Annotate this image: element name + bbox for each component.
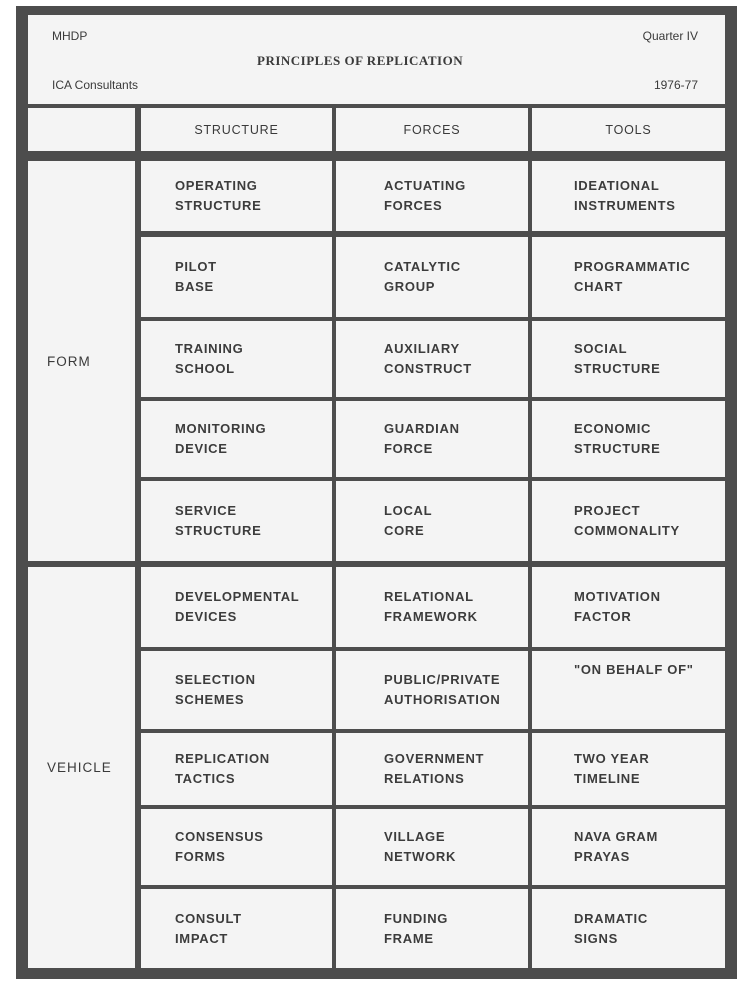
cell-text: REPLICATION TACTICS (175, 751, 270, 786)
cell-text: TRAINING SCHOOL (175, 341, 244, 376)
cell-text: MONITORING DEVICE (175, 421, 267, 456)
cell-text: SERVICE STRUCTURE (175, 503, 262, 538)
cell-text: FUNDING FRAME (384, 910, 449, 946)
table-cell (336, 733, 528, 805)
row-label-vehicle: VEHICLE (28, 567, 135, 968)
cell-text: "ON BEHALF OF" (574, 662, 694, 677)
table-cell (141, 401, 332, 477)
consultants-label: ICA Consultants (52, 78, 139, 92)
cell-text: PROJECT COMMONALITY (574, 503, 680, 538)
cell-text: OPERATING STRUCTURE (175, 178, 262, 213)
cell-text: GUARDIAN FORCE (384, 421, 460, 456)
cell-text: ECONOMIC STRUCTURE (574, 421, 661, 456)
table-cell (141, 651, 332, 729)
row-label-form: FORM (28, 161, 135, 561)
cell-text: RELATIONAL FRAMEWORK (384, 589, 478, 624)
cell-text: IDEATIONAL INSTRUMENTS (574, 178, 676, 213)
cell-text: SELECTION SCHEMES (175, 672, 256, 707)
table-cell (141, 237, 332, 317)
table-cell (141, 481, 332, 561)
cell-text: ACTUATING FORCES (384, 178, 466, 213)
org-label: MHDP (52, 29, 88, 43)
table-cell (336, 651, 528, 729)
table-cell (141, 567, 332, 647)
header-box (28, 15, 725, 104)
cell-text: LOCAL CORE (384, 503, 433, 538)
cell-text: SOCIAL STRUCTURE (574, 341, 661, 376)
cell-text: DRAMATIC SIGNS (574, 910, 648, 946)
table-cell (336, 237, 528, 317)
cell-text: AUXILIARY CONSTRUCT (384, 341, 472, 376)
cell-text: NAVA GRAM PRAYAS (574, 829, 659, 864)
table-cell (141, 889, 332, 968)
corner-cell (28, 108, 135, 151)
cell-text: PILOT BASE (175, 259, 217, 294)
cell-text: CATALYTIC GROUP (384, 259, 461, 294)
quarter-label: Quarter IV (642, 29, 698, 43)
column-header-tools: TOOLS (532, 108, 725, 151)
table-cell (336, 481, 528, 561)
cell-text: CONSENSUS FORMS (175, 829, 264, 864)
table-cell (532, 237, 725, 317)
cell-text: VILLAGE NETWORK (384, 829, 457, 864)
table-cell (336, 321, 528, 397)
column-header-structure: STRUCTURE (141, 108, 332, 151)
table-cell (336, 809, 528, 885)
cell-text: DEVELOPMENTAL DEVICES (175, 589, 300, 624)
cell-text: PUBLIC/PRIVATE AUTHORISATION (384, 672, 501, 707)
table-cell (532, 481, 725, 561)
table-cell (141, 321, 332, 397)
cell-text: PROGRAMMATIC CHART (574, 259, 691, 294)
table-cell (532, 321, 725, 397)
year-label: 1976-77 (653, 78, 698, 92)
table-cell (141, 733, 332, 805)
table-cell (532, 809, 725, 885)
table-cell (336, 567, 528, 647)
table-cell (532, 401, 725, 477)
table-cell (532, 651, 725, 729)
table-cell (532, 889, 725, 968)
cell-text: TWO YEAR TIMELINE (574, 751, 650, 786)
table-cell (336, 889, 528, 968)
table-cell (141, 161, 332, 231)
document-title: PRINCIPLES OF REPLICATION (257, 53, 464, 68)
table-cell (336, 401, 528, 477)
table-cell (141, 809, 332, 885)
cell-text: CONSULT IMPACT (175, 910, 242, 946)
column-header-forces: FORCES (336, 108, 528, 151)
table-cell (532, 733, 725, 805)
table-cell (336, 161, 528, 231)
cell-text: MOTIVATION FACTOR (574, 589, 661, 624)
table-cell (532, 567, 725, 647)
cell-text: GOVERNMENT RELATIONS (384, 751, 485, 786)
document-sheet (16, 6, 737, 979)
table-cell (532, 161, 725, 231)
